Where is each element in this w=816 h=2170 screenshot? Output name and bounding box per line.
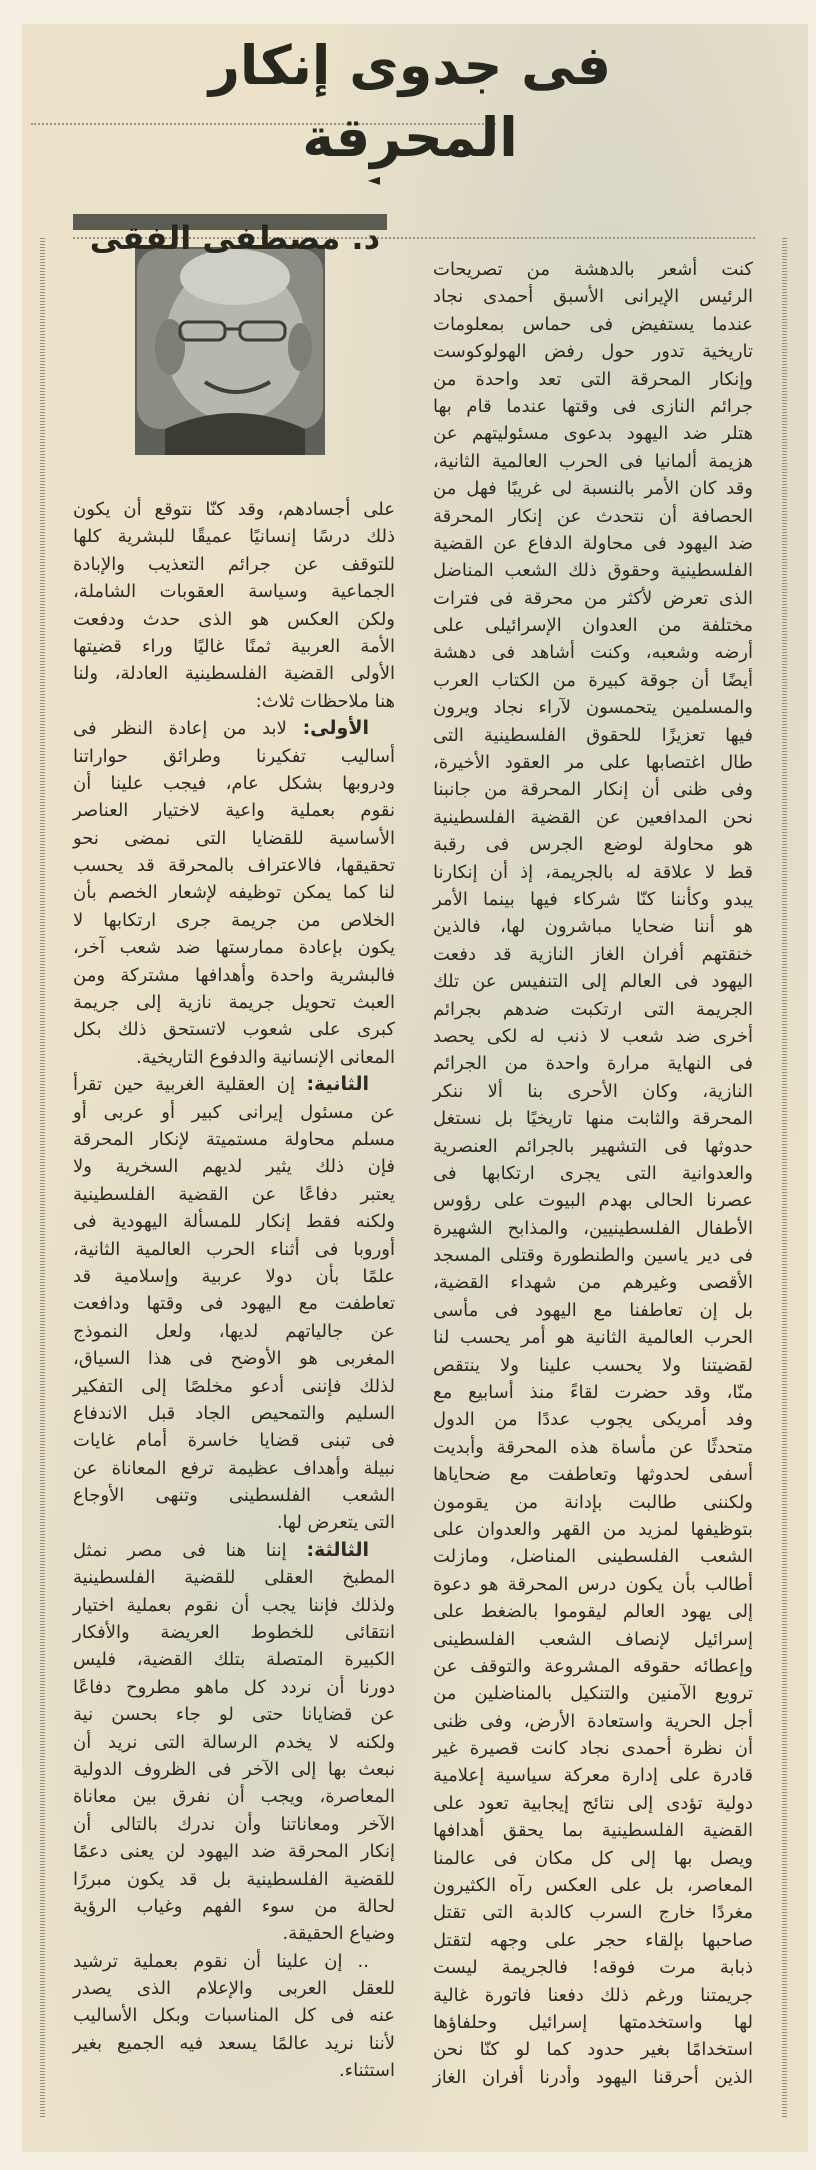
text-line	[433, 393, 753, 420]
line-text: أطالب بأن يكون درس المحرقة هو دعوة	[433, 1573, 753, 1595]
text-line	[73, 989, 395, 1016]
text-line	[433, 1242, 753, 1269]
line-text: ذلك درسًا إنسانيًا عميقًا للبشرية كلها	[73, 526, 395, 548]
line-text: الجماعية وسياسة العقوبات الشاملة،	[73, 581, 395, 603]
line-text: دورنا أن نردد كل ماهو مطروح دفاعًا	[73, 1676, 395, 1698]
line-text: الفلسطينية وحقوق ذلك الشعب المناضل	[433, 560, 753, 582]
text-line	[73, 1181, 395, 1208]
text-line	[73, 1318, 395, 1345]
line-text: وضياع الحقيقة.	[282, 1923, 395, 1945]
text-line	[73, 1975, 395, 2002]
line-text: وإنكار المحرقة التى تعد واحدة من	[433, 368, 753, 390]
article-title: فى جدوى إنكار المحرقة	[208, 34, 612, 169]
text-line	[433, 2009, 753, 2036]
text-line	[433, 1954, 753, 1981]
text-line	[73, 1537, 395, 1564]
text-line	[433, 1078, 753, 1105]
text-line	[433, 1187, 753, 1214]
text-line	[433, 2036, 753, 2063]
text-line	[73, 1756, 395, 1783]
text-line	[433, 1790, 753, 1817]
line-text: هتلر ضد اليهود بدعوى مسئوليتهم عن	[433, 423, 753, 445]
triangle-left-icon: ◄	[367, 170, 380, 189]
line-text: أخرى ضد شعب لا ذنب له لكى يحصد	[433, 1025, 753, 1047]
line-text: النازية، وكان الأحرى بنا ألا ننكر	[433, 1080, 753, 1102]
line-text: صاحبها بإلقاء حجر على وجهه لتقتل	[433, 1929, 753, 1951]
line-text: فى النهاية مرارة واحدة من الجرائم	[433, 1053, 753, 1075]
line-text: أوروبا فى أثناء الحرب العالمية الثانية،	[73, 1238, 395, 1260]
text-line	[433, 2064, 753, 2091]
text-line	[73, 962, 395, 989]
line-text: ولكنه فقط إنكار للمسألة اليهودية فى	[73, 1211, 395, 1233]
text-line	[433, 283, 753, 310]
line-text: الجريمة التى ارتكبت ضدهم بجرائم	[433, 998, 753, 1020]
text-line	[433, 886, 753, 913]
text-line	[73, 1208, 395, 1235]
text-line	[73, 496, 395, 523]
line-text: الخلاص من جريمة جرى ارتكابها لا	[73, 909, 395, 931]
line-text: عصرنا الحالى بهدم البيوت على رؤوس	[433, 1190, 753, 1212]
text-line	[433, 1626, 753, 1653]
text-line	[433, 1571, 753, 1598]
line-text: الأقصى وغيرهم من شهداء القضية،	[433, 1272, 753, 1294]
line-text: للتوقف عن جرائم التعذيب والإبادة	[73, 553, 395, 575]
line-text: الذين أحرقنا اليهود وأدرنا أفران الغاز	[433, 2066, 753, 2088]
line-text: أجل الحرية واستعادة الأرض، وفى ظنى	[433, 1710, 753, 1732]
text-line	[73, 797, 395, 824]
line-text: هو محاولة لوضع الجرس فى رقبة	[433, 834, 753, 856]
text-line	[73, 1920, 395, 1947]
line-text: علمًا بأن دولا عربية وإسلامية قد	[73, 1265, 395, 1287]
line-text: مسلم محاولة مستميتة لإنكار المحرقة	[73, 1128, 395, 1150]
line-text: قادرة على إدارة معركة سياسية إعلامية	[433, 1765, 753, 1787]
line-text: الشعب الفلسطينى المناضل، ومازلت	[433, 1546, 753, 1568]
line-text: حدوثها فى التشهير بالجرائم العنصرية	[433, 1135, 753, 1157]
text-line	[433, 366, 753, 393]
line-text: المحرقة والثابت منها تاريخيًا بل نستغل	[433, 1108, 753, 1130]
text-line	[73, 688, 395, 715]
text-line	[433, 1516, 753, 1543]
line-text: ضد اليهود فى محاولة الدفاع عن القضية	[433, 532, 753, 554]
text-line	[73, 633, 395, 660]
line-text: قط لا علاقة له بالجريمة، إذ أن إنكارنا	[433, 861, 753, 883]
line-text: الأمة العربية ثمنًا غاليًا وراء قضيتها	[73, 635, 395, 657]
text-line	[433, 996, 753, 1023]
text-line	[433, 1023, 753, 1050]
line-text: الكبيرة المتصلة بتلك القضية، فليس	[73, 1649, 395, 1671]
line-text: يكون بإعادة ممارستها ضد شعب آخر،	[73, 937, 395, 959]
text-line	[433, 530, 753, 557]
line-text: تاريخية تدور حول رفض الهولوكوست	[433, 341, 753, 363]
line-text: جرائم النازى فى وقتها عندما قام بها	[433, 395, 753, 417]
text-line	[433, 1406, 753, 1433]
text-line	[433, 1735, 753, 1762]
line-text: أيضًا أن جوقة كبيرة من الكتاب العرب	[433, 669, 753, 691]
text-line	[433, 1598, 753, 1625]
line-text: هزيمة ألمانيا فى الحرب العالمية الثانية،	[433, 450, 753, 472]
line-text: استخدامًا بغير حدود كما لو كنّا نحن	[433, 2039, 753, 2061]
line-text: والعدوانية التى يجرى ارتكابها فى	[433, 1162, 753, 1184]
text-line	[73, 1564, 395, 1591]
text-line	[433, 694, 753, 721]
text-line	[73, 1071, 395, 1098]
line-text: متحدثًا عن مأساة هذه المحرقة وأبديت	[433, 1436, 753, 1458]
line-text: المغربى هو الأوضح فى هذا السياق،	[73, 1348, 395, 1370]
line-text: لذلك فإننى أدعو مخلصًا إلى التفكير	[73, 1375, 395, 1397]
line-text: ترويع الآمنين والتنكيل بالمناضلين من	[433, 1683, 753, 1705]
line-text: كنت أشعر بالدهشة من تصريحات	[433, 259, 753, 280]
text-line	[433, 475, 753, 502]
line-text: السليم والتمحيص الجاد قبل الاندفاع	[73, 1402, 395, 1424]
text-line	[433, 585, 753, 612]
line-text: يعتبر دفاعًا عن القضية الفلسطينية	[73, 1183, 395, 1205]
text-line	[433, 1105, 753, 1132]
text-line	[433, 1297, 753, 1324]
line-text: لقضيتنا ولا يحسب علينا ولا ينتقص	[433, 1354, 753, 1376]
line-text: فالبشرية واحدة وأهدافها مشتركة ومن	[73, 964, 395, 986]
text-line	[433, 831, 753, 858]
text-line	[433, 1762, 753, 1789]
text-line	[73, 1729, 395, 1756]
text-line	[433, 1434, 753, 1461]
right-column	[433, 256, 753, 2091]
text-line	[73, 1455, 395, 1482]
text-line	[433, 776, 753, 803]
line-text: مغردًا خارج السرب كالدبة التى تقتل	[433, 1902, 753, 1924]
line-text: الشعب الفلسطينى وتنهى الأوجاع	[73, 1485, 395, 1507]
text-line	[433, 722, 753, 749]
text-line	[73, 1263, 395, 1290]
line-text: فى دير ياسين والطنطورة وقتلى المسجد	[433, 1245, 753, 1267]
line-text: وإعطائه حقوقه المشروعة والتوقف عن	[433, 1655, 753, 1677]
text-line	[73, 1893, 395, 1920]
text-line	[73, 578, 395, 605]
line-text: الآخر ومعاناتنا وأن ندرك بالتالى أن	[73, 1813, 395, 1835]
text-line	[433, 1872, 753, 1899]
line-text: أن نظرة أحمدى نجاد كانت قصيرة غير	[433, 1738, 753, 1760]
text-line	[73, 551, 395, 578]
text-line	[433, 1899, 753, 1926]
line-text: جريمتنا ورغم ذلك دفعنا فاتورة غالية	[433, 1984, 753, 2006]
text-line	[73, 1345, 395, 1372]
line-text: على أجسادهم، وقد كنّا نتوقع أن يكون	[73, 499, 395, 520]
line-text: هنا ملاحظات ثلاث:	[255, 690, 395, 712]
text-line	[73, 1783, 395, 1810]
text-line	[433, 256, 753, 283]
line-text: فيها تعزيزًا للحقوق الفلسطينية التى	[433, 724, 753, 746]
line-text: مختلفة من العدوان الإسرائيلى على	[433, 615, 753, 637]
line-text: والمسلمين يتحمسون لآراء نجاد ويرون	[433, 697, 753, 719]
line-text: إن العقلية الغربية حين تقرأ	[73, 1074, 307, 1096]
line-text: عنه فى كل المناسبات وبكل الأساليب	[73, 2005, 395, 2027]
text-line	[433, 968, 753, 995]
line-text: إنكار المحرقة ضد اليهود لن يعنى دعمًا	[73, 1841, 395, 1863]
line-text: منّا، وقد حضرت لقاءً منذ أسابيع مع	[433, 1382, 753, 1404]
line-text: للقضية الفلسطينية بل قد يكون مبررًا	[73, 1868, 395, 1890]
line-text: عن قضايانا حتى لو جاء بحسن نية	[73, 1704, 395, 1726]
line-text: ولكنه لا يخدم الرسالة التى نريد أن	[73, 1731, 395, 1753]
line-text: هو أننا ضحايا مباشرون لها، فالذين	[433, 916, 753, 938]
text-line	[433, 1927, 753, 1954]
line-text: ولكننى طالبت بإدانة من يقومون	[433, 1491, 753, 1513]
text-line	[73, 523, 395, 550]
line-text: المعاصر، بل على العكس رآه الكثيرون	[433, 1875, 753, 1897]
line-text: ذبابة مرت فوقه! فالجريمة ليست	[433, 1957, 753, 1979]
text-line	[73, 1838, 395, 1865]
text-line	[73, 1482, 395, 1509]
line-text: دولية تؤدى إلى نتائج إيجابية تعود على	[433, 1792, 753, 1814]
line-text: لها واستخدمتها إسرائيل وحلفاؤها	[433, 2012, 753, 2033]
line-text: .. إن علينا أن نقوم بعملية ترشيد	[73, 1950, 369, 1972]
text-line	[73, 2002, 395, 2029]
text-line	[433, 804, 753, 831]
author-name: د. مصطفى الفقى	[89, 219, 380, 257]
line-text: إسرائيل لإنصاف الشعب الفلسطينى	[433, 1628, 753, 1650]
line-text: ودروبها بشكل عام، فيجب علينا أن	[73, 772, 395, 794]
text-line	[433, 913, 753, 940]
line-text: الحصافة أن نتحدث عن إنكار المحرقة	[433, 505, 753, 527]
line-text: أرضه وشعبه، وكنت أشاهد فى دهشة	[433, 642, 753, 664]
line-text: إننا هنا فى مصر نمثل	[73, 1539, 307, 1561]
line-text: فى تبنى قضايا خاسرة أمام غايات	[73, 1430, 395, 1452]
text-line	[73, 1373, 395, 1400]
line-text: لابد من إعادة النظر فى	[73, 718, 303, 740]
line-text: المعانى الإنسانية والدفوع التاريخية.	[136, 1046, 395, 1068]
text-line	[73, 1811, 395, 1838]
line-text: المعاصرة، ويجب أن نفرق بين معاناة	[73, 1786, 395, 1808]
text-line	[433, 941, 753, 968]
line-text: يبدو وكأننا كنّا شركاء فيها بينما الأمر	[433, 888, 753, 910]
line-text: وفد أمريكى يجوب عددًا من الدول	[433, 1409, 753, 1431]
text-line	[433, 1160, 753, 1187]
section-label: الثالثة:	[306, 1538, 369, 1561]
text-line	[73, 852, 395, 879]
line-text: الأطفال الفلسطينيين، والمذابح الشهيرة	[433, 1217, 753, 1239]
line-text: لحالة من سوء الفهم وغياب الرؤية	[73, 1895, 395, 1917]
left-column-rule	[40, 238, 45, 2118]
text-line	[433, 1324, 753, 1351]
line-text: نقوم بعملية واعية لاختيار العناصر	[73, 800, 395, 822]
text-line	[433, 503, 753, 530]
line-text: أساليب تفكيرنا وطرائق حواراتنا	[73, 745, 395, 767]
line-text: بتوظيفها لمزيد من القهر والعدوان على	[433, 1518, 753, 1540]
line-text: عندما يستفيض فى حماس بمعلومات	[433, 313, 753, 335]
line-text: المطبخ العقلى للقضية الفلسطينية	[73, 1567, 395, 1589]
text-line	[73, 2057, 395, 2084]
line-text: إلى يهود العالم ليقوموا بالضغط على	[433, 1601, 753, 1623]
text-line	[73, 1427, 395, 1454]
line-text: وفى ظنى أن إنكار المحرقة من جانبنا	[433, 779, 753, 801]
line-text: ولكن العكس هو الذى حدث ودفعت	[73, 608, 395, 630]
text-line	[73, 1016, 395, 1043]
text-line	[73, 1948, 395, 1975]
text-line	[433, 612, 753, 639]
text-line	[433, 749, 753, 776]
text-line	[73, 934, 395, 961]
text-line	[433, 448, 753, 475]
text-line	[73, 743, 395, 770]
text-line	[73, 660, 395, 687]
text-line	[73, 2030, 395, 2057]
line-text: تعاطفت مع اليهود فى وقتها ودافعت	[73, 1293, 395, 1315]
text-line	[433, 1708, 753, 1735]
text-line	[73, 1153, 395, 1180]
line-text: القضية الفلسطينية بما يحقق أهدافها	[433, 1820, 753, 1842]
text-line	[433, 859, 753, 886]
text-line	[73, 879, 395, 906]
line-text: كبرى على شعوب لاتستحق ذلك بكل	[73, 1019, 395, 1041]
line-text: نبعث بها إلى الآخر فى الظروف الدولية	[73, 1758, 395, 1780]
text-line	[73, 606, 395, 633]
line-text: ولذلك فإننا يجب أن نقوم بعملية اختيار	[73, 1594, 395, 1616]
line-text: ويصل بها إلى كل مكان فى عالمنا	[433, 1847, 753, 1869]
line-text: التى يتعرض لها.	[276, 1512, 395, 1534]
text-line	[73, 1509, 395, 1536]
text-line	[73, 715, 395, 742]
line-text: وقد كان الأمر بالنسبة لى غريبًا فهل من	[433, 478, 753, 500]
text-line	[433, 1817, 753, 1844]
line-text: انتقائى للخطوط العريضة والأفكار	[73, 1622, 395, 1644]
line-text: الحرب العالمية الثانية هو أمر يحسب لنا	[433, 1327, 753, 1349]
text-line	[73, 1099, 395, 1126]
line-text: نبيلة وأهداف عظيمة ترفع المعاناة عن	[73, 1457, 395, 1479]
text-line	[73, 1674, 395, 1701]
text-line	[433, 1461, 753, 1488]
text-line	[433, 420, 753, 447]
line-text: اليهود فى العالم إلى التنفيس عن تلك	[433, 971, 753, 993]
line-text: الأولى القضية الفلسطينية العادلة، ولنا	[73, 663, 395, 685]
text-line	[73, 907, 395, 934]
text-line	[433, 338, 753, 365]
text-line	[433, 1352, 753, 1379]
text-line	[73, 1619, 395, 1646]
line-text: الذى تعرض لأكثر من محرقة فى فترات	[433, 587, 753, 609]
text-line	[433, 1379, 753, 1406]
line-text: أسفى لحدوثها وتعاطفت مع ضحاياها	[433, 1464, 753, 1486]
text-line	[433, 1845, 753, 1872]
text-line	[73, 825, 395, 852]
line-text: خنقتهم أفران الغاز النازية قد دفعت	[433, 943, 753, 965]
text-line	[73, 1646, 395, 1673]
line-text: الرئيس الإيرانى الأسبق أحمدى نجاد	[433, 286, 753, 308]
left-column	[73, 496, 395, 2085]
text-line	[73, 1866, 395, 1893]
text-line	[433, 311, 753, 338]
line-text: بل إن تعاطفنا مع اليهود فى مأسى	[433, 1299, 753, 1321]
line-text: نحن المدافعين عن القضية الفلسطينية	[433, 806, 753, 828]
line-text: العبث تحويل جريمة نازية إلى جريمة	[73, 992, 395, 1014]
text-line	[433, 1269, 753, 1296]
text-line	[73, 1701, 395, 1728]
text-line	[433, 557, 753, 584]
text-line	[433, 1680, 753, 1707]
text-line	[433, 1215, 753, 1242]
line-text: للعقل العربى والإعلام الذى يصدر	[73, 1978, 395, 2000]
line-text: تحقيقها، فالاعتراف بالمحرقة قد يحسب	[73, 855, 395, 877]
line-text: لأننا نريد عالمًا يسعد فيه الجميع بغير	[73, 2032, 395, 2054]
text-line	[433, 667, 753, 694]
text-line	[433, 1543, 753, 1570]
text-line	[73, 770, 395, 797]
text-line	[433, 1050, 753, 1077]
section-label: الثانية:	[306, 1073, 369, 1096]
line-text: لنا كما يمكن توظيفه لإشعار الخصم بأن	[73, 882, 395, 904]
section-label: الأولى:	[302, 717, 369, 740]
text-line	[73, 1290, 395, 1317]
text-line	[433, 1653, 753, 1680]
line-text: طال اغتصابها على مر العقود الأخيرة،	[433, 752, 753, 774]
text-line	[433, 1133, 753, 1160]
text-line	[73, 1400, 395, 1427]
text-line	[73, 1236, 395, 1263]
text-line	[73, 1592, 395, 1619]
text-line	[73, 1044, 395, 1071]
text-line	[73, 1126, 395, 1153]
author-photo	[135, 247, 325, 455]
line-text: استثناء.	[338, 2060, 395, 2082]
author-byline	[80, 150, 380, 257]
line-text: الأساسية للقضايا التى نمضى نحو	[73, 827, 395, 849]
right-column-rule	[782, 238, 787, 2118]
text-line	[433, 639, 753, 666]
text-line	[433, 1982, 753, 2009]
line-text: عن جالياتهم لديها، ولعل النموذج	[73, 1320, 395, 1342]
line-text: فإن ذلك يثير لديهم السخرية ولا	[73, 1156, 395, 1178]
line-text: عن مسئول إيرانى كبير أو عربى أو	[73, 1101, 395, 1123]
text-line	[433, 1489, 753, 1516]
